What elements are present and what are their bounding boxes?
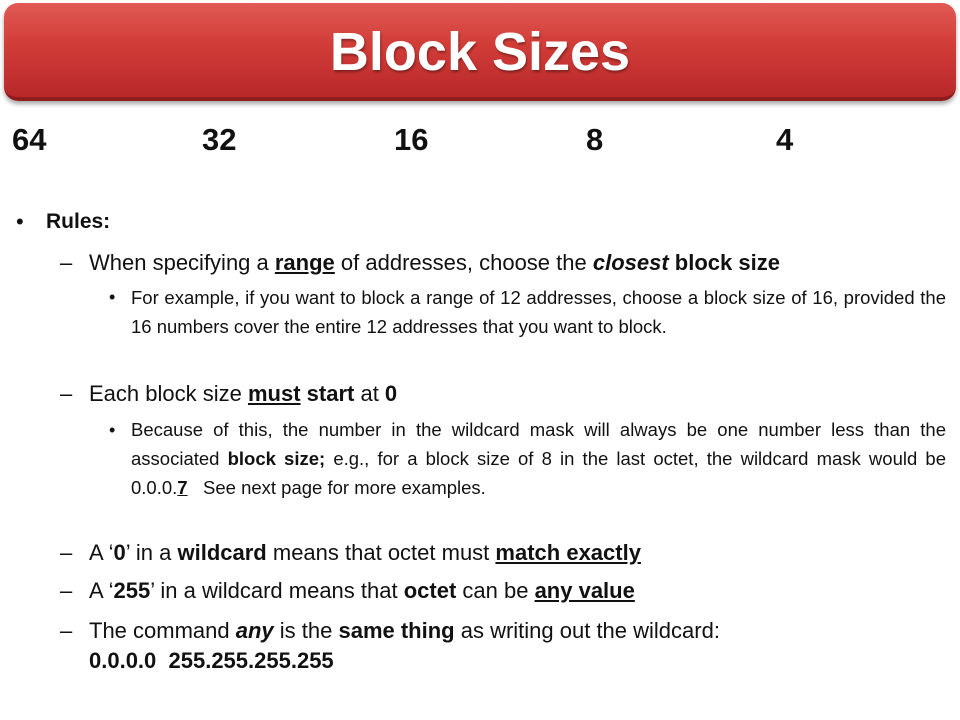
rule-start: Each block size must start at 0 — [89, 381, 398, 406]
rule-start-detail: Because of this, the number in the wildcard mask will always be one number less than the associated block size; e.g., for a block size of 8 in the last octet, the wildcard mask would be 0.0.0.7 See next page for more examples. — [131, 419, 946, 498]
block-size-16: 16 — [394, 122, 429, 157]
dash: – — [60, 578, 73, 603]
title-banner — [4, 3, 956, 101]
block-size-8: 8 — [586, 122, 604, 157]
block-size-64: 64 — [12, 122, 47, 157]
block-size-4: 4 — [776, 122, 794, 157]
dash: – — [60, 250, 73, 275]
bullet: • — [16, 209, 24, 234]
rule-any-command: The command any is the same thing as writing out the wildcard: — [89, 618, 720, 643]
rule-zero-wildcard: A ‘0’ in a wildcard means that octet must match exactly — [89, 540, 641, 565]
slide-title: Block Sizes — [329, 22, 631, 82]
wildcard-any-value: 0.0.0.0 255.255.255.255 — [89, 648, 334, 673]
block-size-row — [0, 122, 960, 166]
sub-bullet: • — [109, 420, 116, 440]
rules-label: Rules: — [46, 210, 111, 233]
rule-range: When specifying a range of addresses, choose the closest block size — [89, 250, 780, 275]
rule-255-wildcard: A ‘255’ in a wildcard means that octet can be any value — [89, 578, 635, 603]
dash: – — [60, 381, 73, 406]
dash: – — [60, 618, 73, 643]
dash: – — [60, 540, 73, 565]
block-size-32: 32 — [202, 122, 237, 157]
sub-bullet: • — [109, 287, 116, 307]
rule-range-example: For example, if you want to block a range of 12 addresses, choose a block size of 16, provided the 16 numbers cover the entire 12 addresses that you want to block. — [131, 287, 946, 337]
